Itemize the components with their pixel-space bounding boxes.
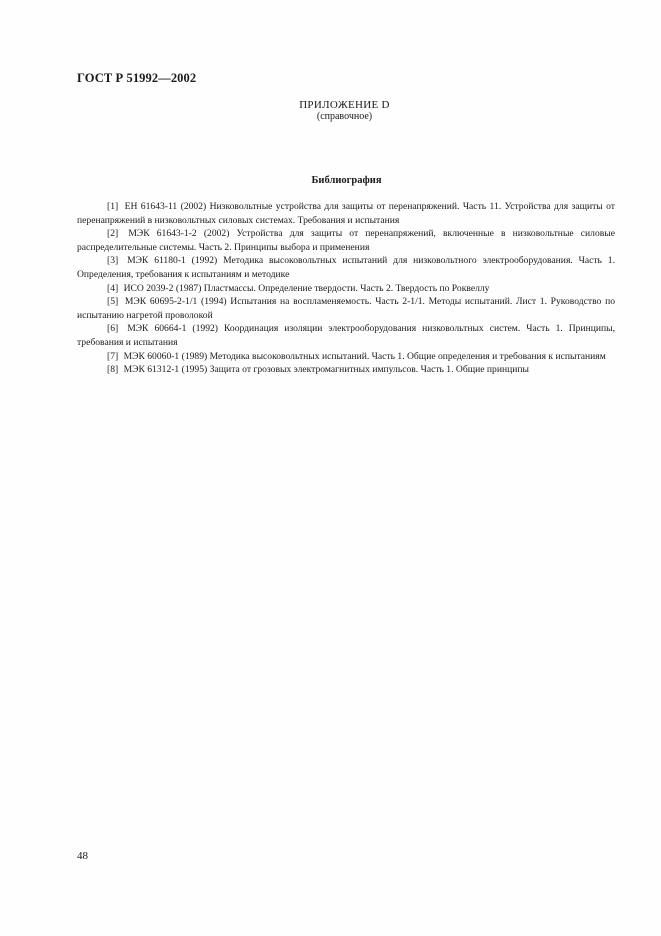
- bibliography-entry: [77, 295, 615, 322]
- bibliography-list: [77, 200, 615, 377]
- entry-text: МЭК 60664-1 (1992) Координация изоляции электрооборудования низковольтных систем. Часть 1. Принципы, требования и испытания: [77, 323, 615, 348]
- entry-text: МЭК 61643-1-2 (2002) Устройства для защиты от перенапряжений, включенные в низковольтные силовые распределительные системы. Часть 2. Принципы выбора и применения: [77, 228, 615, 253]
- bibliography-entry: [77, 350, 615, 364]
- entry-number: [3]: [107, 255, 119, 267]
- entry-number: [4]: [107, 282, 119, 294]
- entry-number: [1]: [107, 201, 119, 212]
- page-number: 48: [77, 850, 88, 862]
- bibliography-entry: [77, 322, 615, 349]
- bibliography-heading: Библиография: [311, 175, 382, 186]
- entry-text: МЭК 60060-1 (1989) Методика высоковольтных испытаний. Часть 1. Общие определения и требования к испытаниям: [123, 350, 606, 362]
- entry-text: МЭК 61312-1 (1995) Защита от грозовых электромагнитных импульсов. Часть 1. Общие принципы: [123, 364, 529, 376]
- bibliography-entry: [77, 282, 615, 296]
- entry-number: [8]: [107, 364, 119, 376]
- bibliography-entry: [77, 363, 615, 377]
- bibliography-entry: [77, 200, 615, 227]
- entry-number: [7]: [107, 350, 119, 362]
- entry-number: [6]: [107, 323, 119, 335]
- entry-number: [2]: [107, 228, 119, 240]
- bibliography-entry: [77, 254, 615, 281]
- appendix-note: (справочное): [316, 111, 373, 122]
- bibliography-entry: [77, 227, 615, 254]
- entry-number: [5]: [107, 296, 119, 308]
- entry-text: МЭК 60695-2-1/1 (1994) Испытания на воспламеняемость. Часть 2-1/1. Методы испытаний. Лист 1. Руководство по испытанию нагретой проволокой: [77, 296, 615, 321]
- entry-text: ИСО 2039-2 (1987) Пластмассы. Определение твердости. Часть 2. Твердость по Роквеллу: [123, 282, 490, 294]
- entry-text: МЭК 61180-1 (1992) Методика высоковольтных испытаний для низковольтного электрооборудования. Часть 1. Определения, требования к испытаниям и методике: [77, 255, 615, 280]
- appendix-title: ПРИЛОЖЕНИЕ D: [299, 99, 390, 111]
- entry-text: ЕН 61643-11 (2002) Низковольтные устройства для защиты от перенапряжений. Часть 11. Устройства для защиты от перенапряжений в низковольтных силовых системах. Требования и испытания: [77, 201, 616, 226]
- document-code-header: ГОСТ Р 51992—2002: [77, 71, 197, 85]
